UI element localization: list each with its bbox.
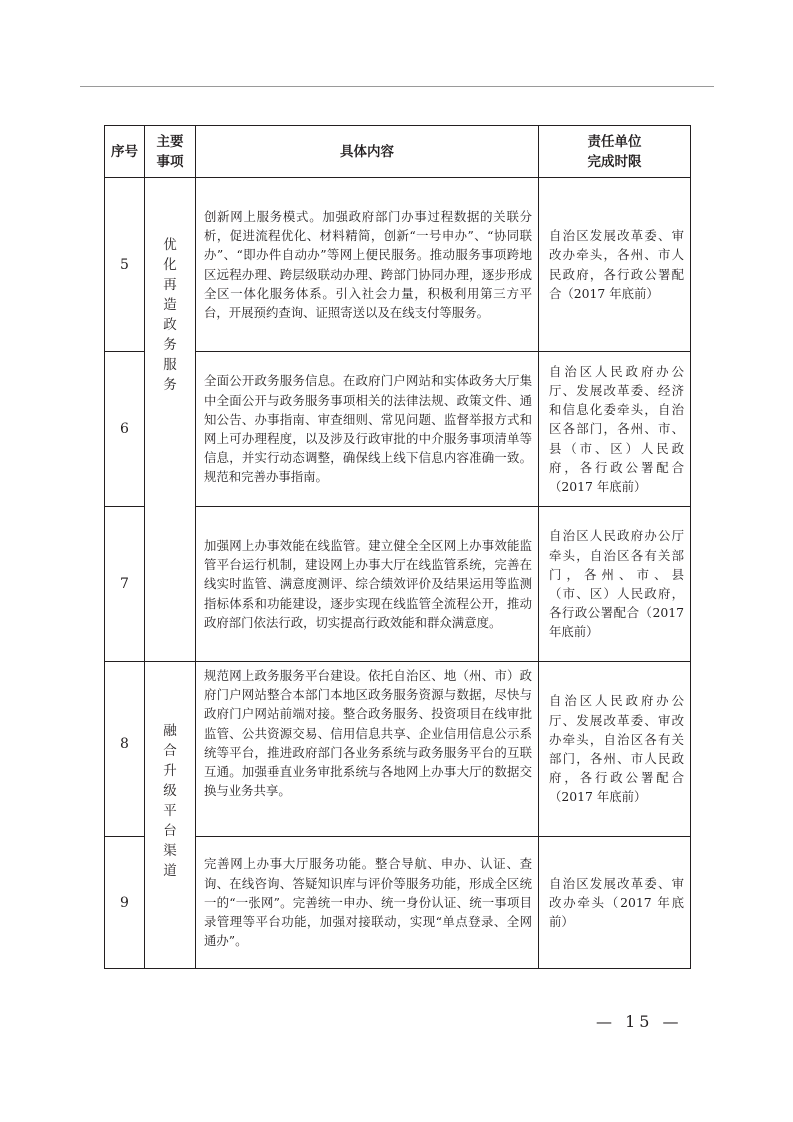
table-header-row [105, 126, 691, 178]
header-item: 主要事项 [145, 126, 196, 178]
row-number: 5 [105, 178, 145, 352]
table-row [105, 178, 691, 352]
row-content: 创新网上服务模式。加强政府部门办事过程数据的关联分析，促进流程优化、材料精简，创新“一号申办”、“协同联办”、“即办件自动办”等网上便民服务。推动服务事项跨地区远程办理、跨层级联动办理、跨部门协同办理，逐步形成全区一体化服务体系。引入社会力量，积极利用第三方平台，开展预约查询、证照寄送以及在线支付等服务。 [196, 178, 539, 352]
category-label: 融合升级平台渠道 [163, 723, 177, 879]
header-seq: 序号 [105, 126, 145, 178]
category-cell [145, 178, 196, 662]
header-content: 具体内容 [196, 126, 539, 178]
category-label: 优化再造政务服务 [163, 236, 177, 393]
row-number: 8 [105, 662, 145, 837]
row-content: 完善网上办事大厅服务功能。整合导航、申办、认证、查询、在线咨询、答疑知识库与评价等服务功能，形成全区统一的“一张网”。完善统一申办、统一身份认证、统一事项目录管理等平台功能，加强对接联动，实现“单点登录、全网通办”。 [196, 837, 539, 969]
row-responsible: 自治区发展改革委、审改办牵头（2017 年底前） [539, 837, 691, 969]
table-row [105, 662, 691, 837]
category-cell [145, 662, 196, 969]
row-content: 加强网上办事效能在线监管。建立健全全区网上办事效能监管平台运行机制，建设网上办事大厅在线监管系统，完善在线实时监管、满意度测评、综合绩效评价及结果运用等监测指标体系和功能建设，逐步实现在线监管全流程公开，推动政府部门依法行政，切实提高行政效能和群众满意度。 [196, 507, 539, 662]
page-number: — 15 — [596, 1012, 683, 1031]
row-responsible: 自治区人民政府办公厅、发展改革委、经济和信息化委牵头，自治区各部门，各州、市、县（市、区）人民政府，各行政公署配合（2017 年底前） [539, 352, 691, 507]
row-number: 6 [105, 352, 145, 507]
row-content: 规范网上政务服务平台建设。依托自治区、地（州、市）政府门户网站整合本部门本地区政务服务资源与数据，尽快与政府门户网站前端对接。整合政务服务、投资项目在线审批监管、公共资源交易、信用信息共享、企业信用信息公示系统等平台，推进政府部门各业务系统与政务服务平台的互联互通。加强垂直业务审批系统与各地网上办事大厅的数据交换与业务共享。 [196, 662, 539, 837]
header-rule [80, 86, 714, 87]
row-responsible: 自治区人民政府办公厅、发展改革委、审改办牵头，自治区各有关部门，各州、市人民政府，各行政公署配合（2017 年底前） [539, 662, 691, 837]
row-number: 9 [105, 837, 145, 969]
row-content: 全面公开政务服务信息。在政府门户网站和实体政务大厅集中全面公开与政务服务事项相关的法律法规、政策文件、通知公告、办事指南、审查细则、常见问题、监督举报方式和网上可办理程度，以及涉及行政审批的中介服务事项清单等信息，并实行动态调整，确保线上线下信息内容准确一致。规范和完善办事指南。 [196, 352, 539, 507]
row-number: 7 [105, 507, 145, 662]
task-table [104, 125, 691, 969]
header-responsible: 责任单位完成时限 [539, 126, 691, 178]
row-responsible: 自治区发展改革委、审改办牵头，各州、市人民政府，各行政公署配合（2017 年底前） [539, 178, 691, 352]
row-responsible: 自治区人民政府办公厅牵头，自治区各有关部门，各州、市、县（市、区）人民政府，各行政公署配合（2017 年底前） [539, 507, 691, 662]
